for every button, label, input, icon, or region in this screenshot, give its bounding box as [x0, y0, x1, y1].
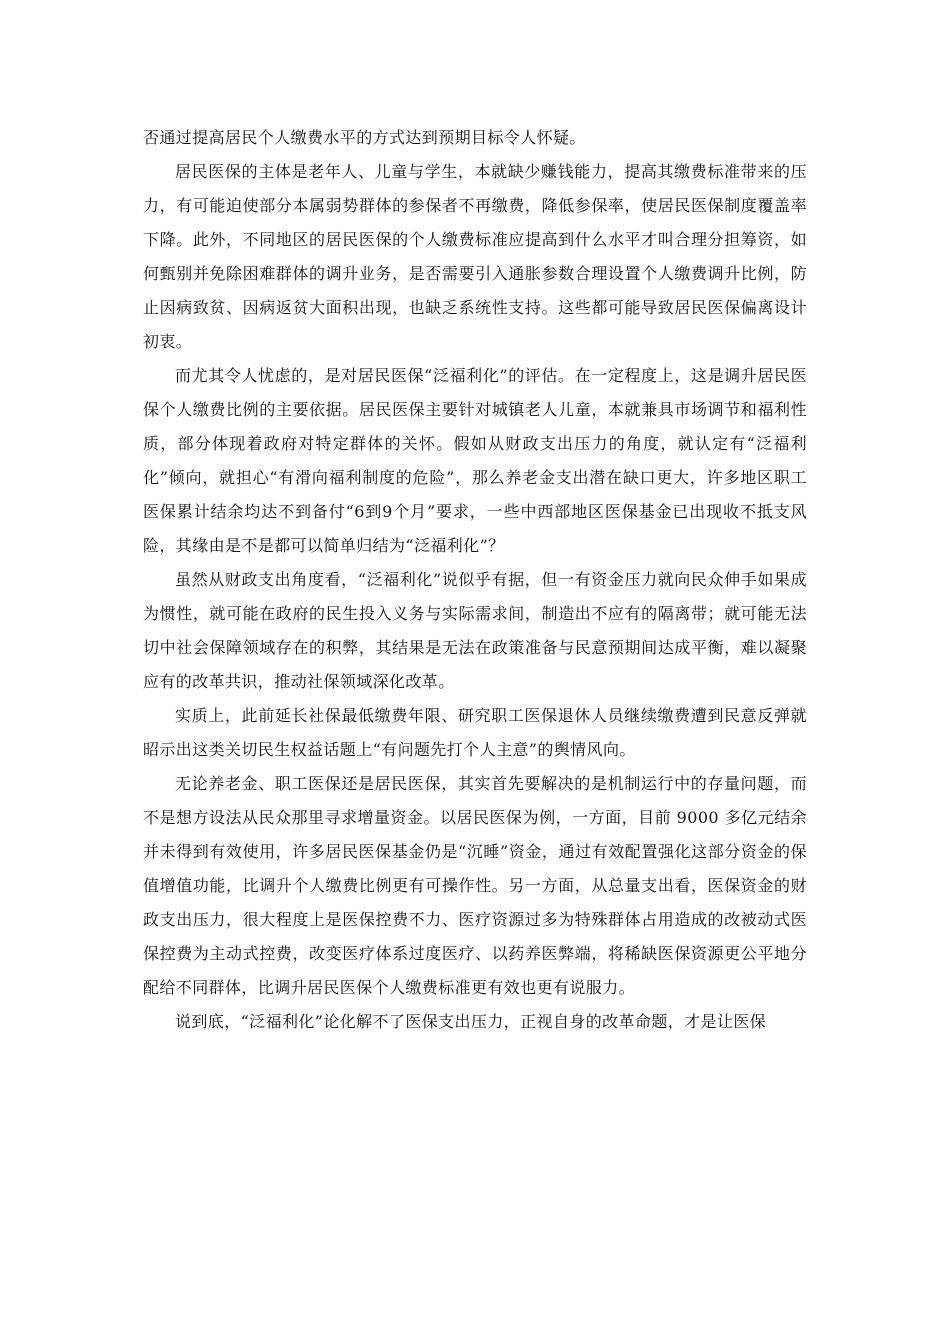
paragraph: 说到底，“泛福利化”论化解不了医保支出压力，正视自身的改革命题，才是让医保 [175, 1012, 767, 1031]
paragraph: 否通过提高居民个人缴费水平的方式达到预期目标令人怀疑。 [143, 128, 586, 147]
article-body [143, 121, 807, 1039]
paragraph: 无论养老金、职工医保还是居民医保，其实首先要解决的是机制运行中的存量问题，而不是想方设法从民众那里寻求增量资金。以居民医保为例，一方面，目前 9000 多亿元结余并未得到有效使用，许多居民医保基金仍是“沉睡”资金，通过有效配置强化这部分资金的保值增值功能，比调升个人缴费比例更有可操作性。另一方面，从总量支出看，医保资金的财政支出压力，很大程度上是医保控费不力、医疗资源过多为特殊群体占用造成的改被动式医保控费为主动式控费，改变医疗体系过度医疗、以药养医弊端，将稀缺医保资源更公平地分配给不同群体，比调升居民医保个人缴费标准更有效也更有说服力。 [143, 774, 807, 997]
paragraph: 而尤其令人忧虑的，是对居民医保“泛福利化”的评估。在一定程度上，这是调升居民医保个人缴费比例的主要依据。居民医保主要针对城镇老人儿童，本就兼具市场调节和福利性质，部分体现着政府对特定群体的关怀。假如从财政支出压力的角度，就认定有“泛福利化”倾向，就担心“有滑向福利制度的危险”，那么养老金支出潜在缺口更大，许多地区职工医保累计结余均达不到备付“6到9个月”要求，一些中西部地区医保基金已出现收不抵支风险，其缘由是不是都可以简单归结为“泛福利化”？ [143, 366, 807, 555]
paragraph: 虽然从财政支出角度看，“泛福利化”说似乎有据，但一有资金压力就向民众伸手如果成为惯性，就可能在政府的民生投入义务与实际需求间，制造出不应有的隔离带；就可能无法切中社会保障领域存在的积弊，其结果是无法在政策准备与民意预期间达成平衡，难以凝聚应有的改革共识，推动社保领域深化改革。 [143, 570, 807, 691]
paragraph: 实质上，此前延长社保最低缴费年限、研究职工医保退休人员继续缴费遭到民意反弹就昭示出这类关切民生权益话题上“有问题先打个人主意”的舆情风向。 [143, 706, 807, 759]
paragraph: 居民医保的主体是老年人、儿童与学生，本就缺少赚钱能力，提高其缴费标准带来的压力，有可能迫使部分本属弱势群体的参保者不再缴费，降低参保率，使居民医保制度覆盖率下降。此外，不同地区的居民医保的个人缴费标准应提高到什么水平才叫合理分担筹资，如何甄别并免除困难群体的调升业务，是否需要引入通胀参数合理设置个人缴费调升比例，防止因病致贫、因病返贫大面积出现，也缺乏系统性支持。这些都可能导致居民医保偏离设计初衷。 [143, 162, 807, 351]
